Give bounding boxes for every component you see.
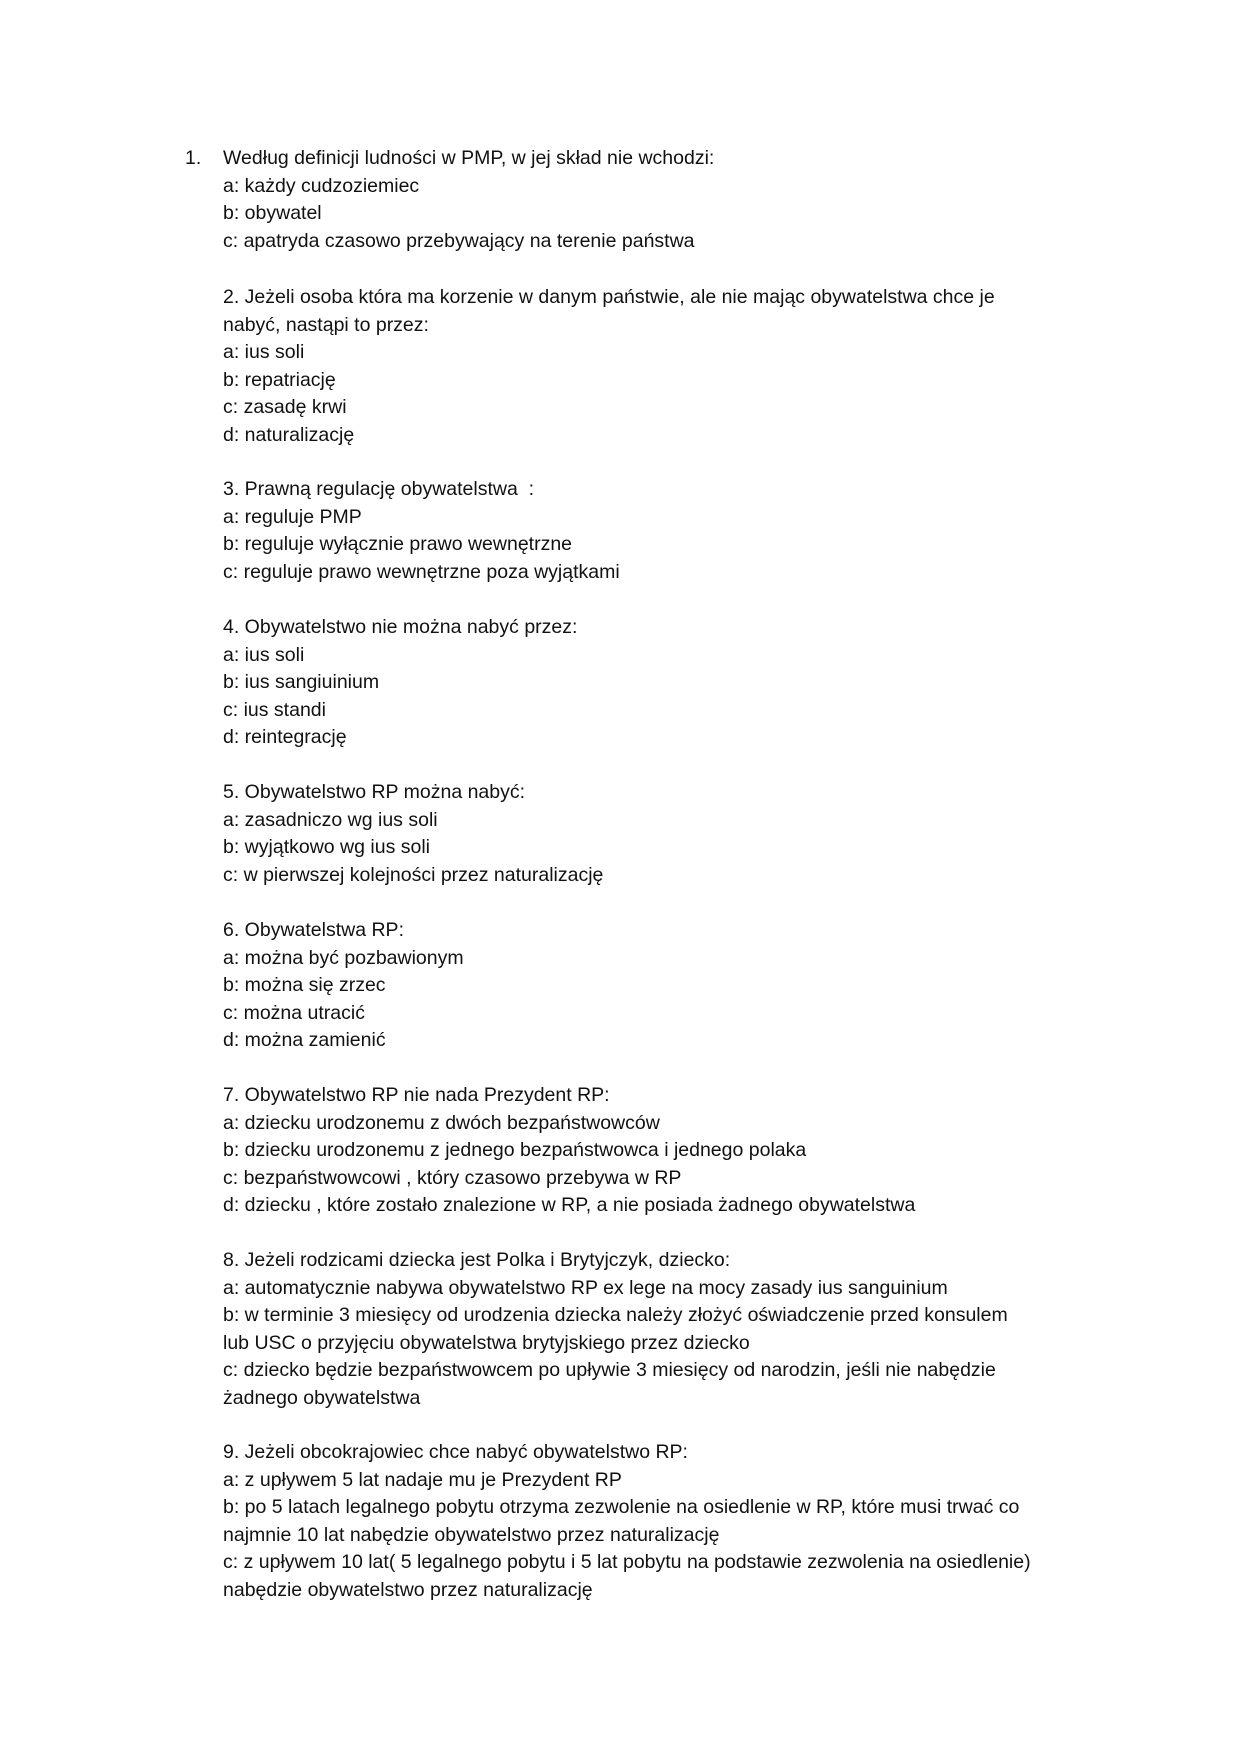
answer-option: b: po 5 latach legalnego pobytu otrzyma zezwolenie na osiedlenie w RP, które musi trwać co	[223, 1496, 1020, 1518]
question-5	[223, 779, 1103, 889]
answer-option: c: można utracić	[223, 1001, 365, 1024]
answer-option: a: automatycznie nabywa obywatelstwo RP ex lege na mocy zasady ius sanguinium	[223, 1276, 948, 1299]
answer-option: najmnie 10 lat nabędzie obywatelstwo przez naturalizację	[223, 1523, 720, 1546]
answer-option: żadnego obywatelstwa	[223, 1386, 421, 1409]
answer-option: c: zasadę krwi	[223, 396, 347, 418]
answer-option: b: repatriację	[223, 368, 336, 391]
question-4	[223, 614, 1103, 752]
question-text: 8. Jeżeli rodzicami dziecka jest Polka i Brytyjczyk, dziecko:	[223, 1249, 731, 1271]
question-2	[223, 284, 1103, 449]
question-9	[223, 1439, 1103, 1604]
answer-option: b: ius sangiuinium	[223, 671, 380, 693]
question-text: 3. Prawną regulację obywatelstwa :	[223, 478, 535, 500]
answer-option: c: dziecko będzie bezpaństwowcem po upływie 3 miesięcy od narodzin, jeśli nie nabędzie	[223, 1359, 996, 1381]
answer-option: c: reguluje prawo wewnętrzne poza wyjątkami	[223, 560, 620, 583]
answer-option: b: wyjątkowo wg ius soli	[223, 836, 430, 858]
answer-option: d: dziecku , które zostało znalezione w RP, a nie posiada żadnego obywatelstwa	[223, 1194, 916, 1216]
question-3	[223, 476, 1103, 586]
question-text: 4. Obywatelstwo nie można nabyć przez:	[223, 616, 578, 638]
answer-option: c: z upływem 10 lat( 5 legalnego pobytu i 5 lat pobytu na podstawie zezwolenia na osiedlenie)	[223, 1551, 1031, 1573]
question-text: 6. Obywatelstwa RP:	[223, 919, 404, 941]
answer-option: a: można być pozbawionym	[223, 946, 464, 969]
question-text: nabyć, nastąpi to przez:	[223, 313, 429, 336]
answer-option: d: naturalizację	[223, 423, 355, 446]
question-1	[185, 145, 1103, 255]
answer-option: d: reintegrację	[223, 726, 347, 748]
answer-option: b: dziecku urodzonemu z jednego bezpaństwowca i jednego polaka	[223, 1139, 807, 1161]
answer-option: c: w pierwszej kolejności przez naturalizację	[223, 863, 604, 886]
answer-option: c: apatryda czasowo przebywający na terenie państwa	[223, 229, 695, 252]
question-number: 1.	[185, 147, 202, 169]
answer-option: b: obywatel	[223, 202, 322, 224]
answer-option: d: można zamienić	[223, 1029, 386, 1051]
answer-option: a: dziecku urodzonemu z dwóch bezpaństwowców	[223, 1111, 660, 1134]
answer-option: a: z upływem 5 lat nadaje mu je Prezydent RP	[223, 1468, 622, 1491]
question-text: 5. Obywatelstwo RP można nabyć:	[223, 781, 526, 803]
answer-option: lub USC o przyjęciu obywatelstwa brytyjskiego przez dziecko	[223, 1331, 750, 1354]
answer-option: b: reguluje wyłącznie prawo wewnętrzne	[223, 533, 573, 555]
answer-option: b: w terminie 3 miesięcy od urodzenia dziecka należy złożyć oświadczenie przed konsulem	[223, 1304, 1008, 1326]
question-text: 7. Obywatelstwo RP nie nada Prezydent RP:	[223, 1084, 610, 1106]
question-7	[223, 1082, 1103, 1220]
answer-option: b: można się zrzec	[223, 974, 386, 996]
question-text: Według definicji ludności w PMP, w jej skład nie wchodzi:	[223, 147, 715, 169]
answer-option: a: zasadniczo wg ius soli	[223, 808, 438, 831]
answer-option: nabędzie obywatelstwo przez naturalizację	[223, 1578, 593, 1601]
answer-option: a: ius soli	[223, 643, 305, 666]
answer-option: a: reguluje PMP	[223, 505, 362, 528]
question-text: 9. Jeżeli obcokrajowiec chce nabyć obywatelstwo RP:	[223, 1441, 688, 1463]
answer-option: c: bezpaństwowcowi , który czasowo przebywa w RP	[223, 1166, 682, 1189]
answer-option: a: każdy cudzoziemiec	[223, 174, 420, 197]
answer-option: c: ius standi	[223, 698, 326, 721]
answer-option: a: ius soli	[223, 341, 305, 363]
question-6	[223, 917, 1103, 1055]
question-8	[223, 1247, 1103, 1412]
question-text: 2. Jeżeli osoba która ma korzenie w danym państwie, ale nie mając obywatelstwa chce je	[223, 286, 995, 308]
